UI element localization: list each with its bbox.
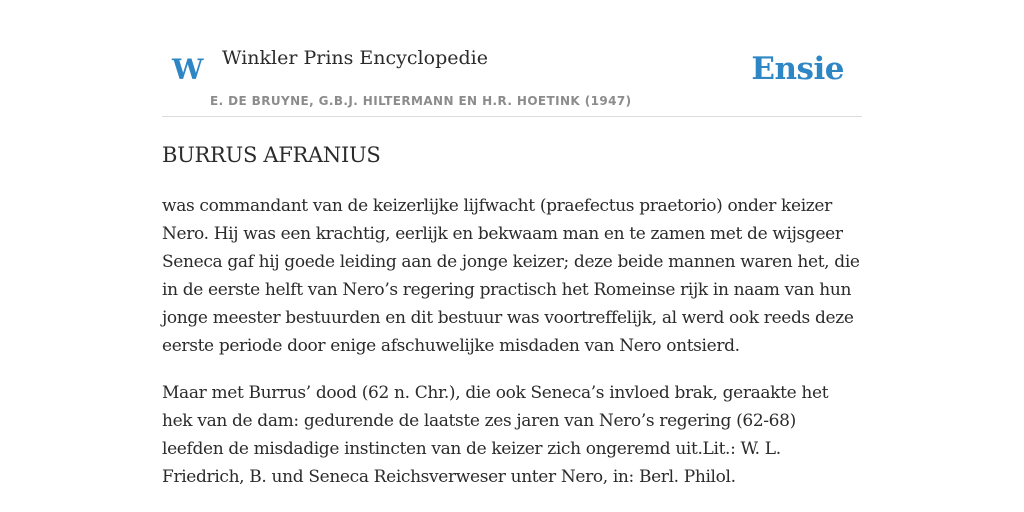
paragraph-line: in de eerste helft van Nero’s regering practisch het Romeinse rijk in naam van hun (162, 280, 852, 300)
source-title[interactable]: Winkler Prins Encyclopedie (222, 47, 488, 69)
paragraph-line: Nero. Hij was een krachtig, eerlijk en bekwaam man en te zamen met de wijsgeer (162, 224, 843, 244)
paragraph-line: leefden de misdadige instincten van de keizer zich ongeremd uit.Lit.: W. L. (162, 439, 781, 459)
page-header (162, 0, 862, 117)
encyclopedia-page (162, 0, 862, 512)
article-paragraph-2 (162, 379, 862, 491)
paragraph-line: Maar met Burrus’ dood (62 n. Chr.), die ook Seneca’s invloed brak, geraakte het (162, 383, 829, 403)
source-authors: E. DE BRUYNE, G.B.J. HILTERMANN EN H.R. HOETINK (1947) (210, 94, 632, 108)
winkler-prins-logo[interactable]: W (172, 53, 204, 86)
article-paragraph-1 (162, 192, 862, 360)
paragraph-line: Friedrich, B. und Seneca Reichsverweser unter Nero, in: Berl. Philol. (162, 467, 736, 487)
paragraph-line: was commandant van de keizerlijke lijfwacht (praefectus praetorio) onder keizer (162, 196, 832, 216)
article-body (162, 192, 862, 510)
article-title: BURRUS AFRANIUS (162, 143, 381, 167)
paragraph-line: jonge meester bestuurden en dit bestuur was voortreffelijk, al werd ook reeds deze (162, 308, 854, 328)
paragraph-line: eerste periode door enige afschuwelijke misdaden van Nero ontsierd. (162, 336, 740, 356)
paragraph-line: hek van de dam: gedurende de laatste zes jaren van Nero’s regering (62-68) (162, 411, 796, 431)
ensie-brand-logo[interactable]: Ensie (751, 51, 844, 87)
paragraph-line: Seneca gaf hij goede leiding aan de jonge keizer; deze beide mannen waren het, die (162, 252, 860, 272)
